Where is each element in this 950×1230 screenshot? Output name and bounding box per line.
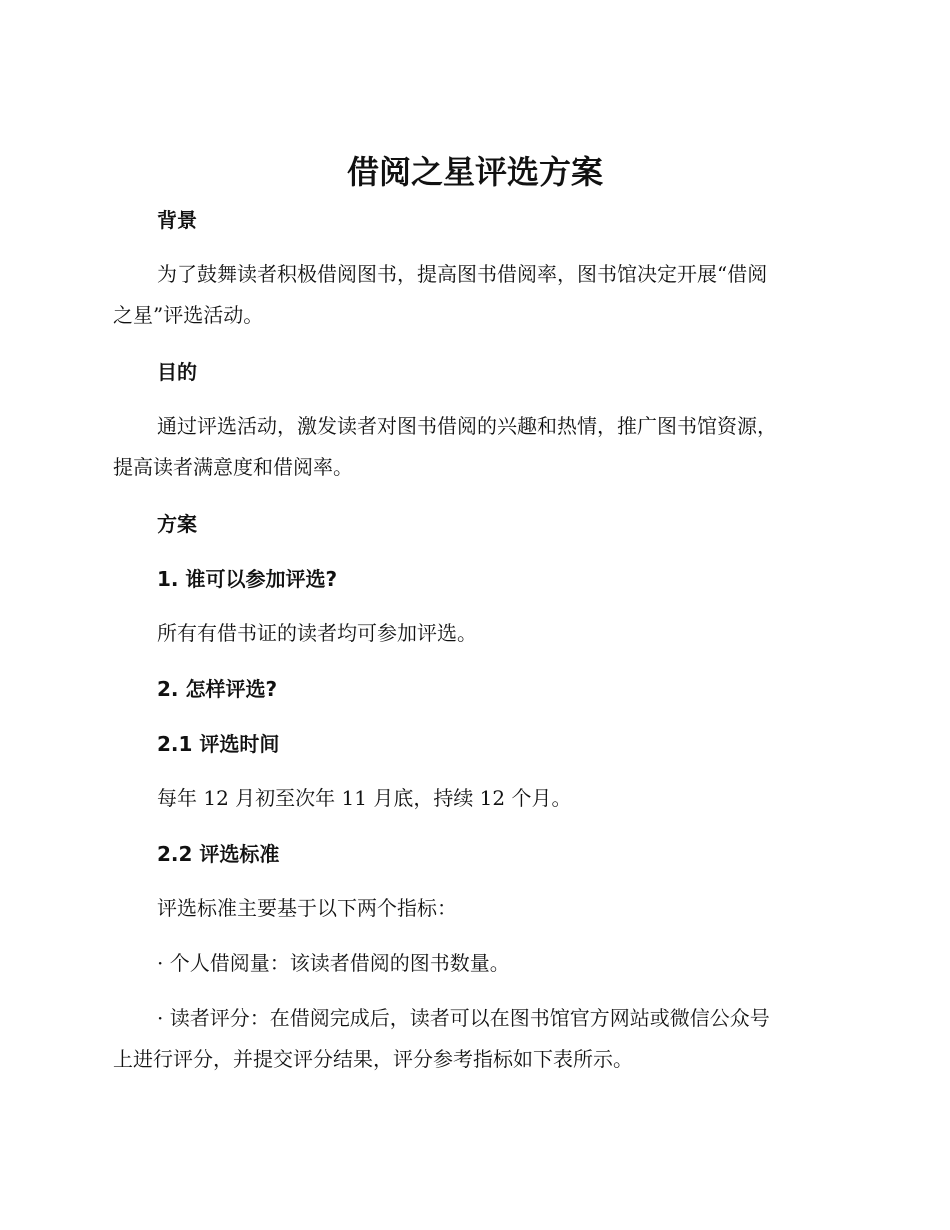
- plan-heading: 方案: [157, 512, 197, 536]
- criteria-bullet-2-line-1: · 读者评分：在借阅完成后，读者可以在图书馆官方网站或微信公众号: [157, 1006, 770, 1030]
- background-line-2: 之星”评选活动。: [113, 303, 264, 327]
- criteria-bullet-2: [113, 998, 833, 1080]
- purpose-line-1: 通过评选活动，激发读者对图书借阅的兴趣和热情，推广图书馆资源，: [157, 414, 777, 438]
- purpose-line-2: 提高读者满意度和借阅率。: [113, 455, 353, 479]
- section-2-2-intro: 评选标准主要基于以下两个指标：: [157, 896, 457, 920]
- criteria-bullet-1: · 个人借阅量：该读者借阅的图书数量。: [157, 951, 510, 975]
- background-paragraph: [113, 254, 833, 336]
- purpose-paragraph: [113, 406, 833, 488]
- section-2-1-text: 每年 12 月初至次年 11 月底，持续 12 个月。: [157, 786, 572, 810]
- question-1-heading: 1. 谁可以参加评选?: [157, 567, 338, 591]
- background-line-1: 为了鼓舞读者积极借阅图书，提高图书借阅率，图书馆决定开展“借阅: [157, 262, 768, 286]
- section-2-1-heading: 2.1 评选时间: [157, 732, 280, 756]
- question-1-text: 所有有借书证的读者均可参加评选。: [157, 621, 477, 645]
- criteria-bullet-2-line-2: 上进行评分，并提交评分结果，评分参考指标如下表所示。: [113, 1047, 633, 1071]
- document-title: 借阅之星评选方案: [346, 153, 603, 191]
- purpose-heading: 目的: [157, 360, 197, 384]
- question-2-heading: 2. 怎样评选?: [157, 677, 278, 701]
- section-2-2-heading: 2.2 评选标准: [157, 842, 280, 866]
- background-heading: 背景: [157, 208, 197, 232]
